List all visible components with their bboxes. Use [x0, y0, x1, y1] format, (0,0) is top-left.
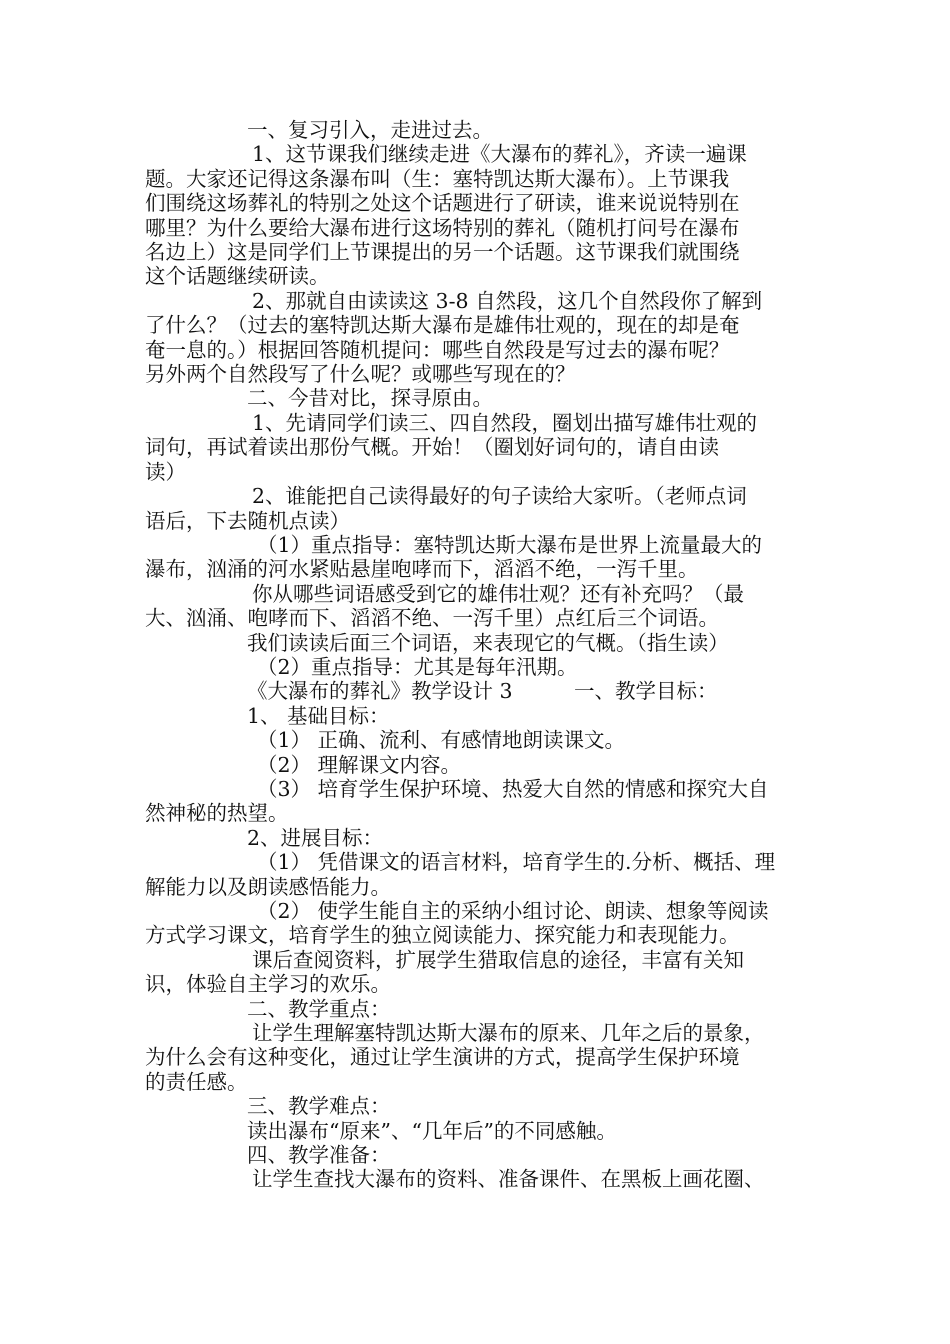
- text-line: （1） 正确、流利、有感情地朗读课文。: [257, 728, 626, 753]
- text-line: （1） 凭借课文的语言材料，培育学生的.分析、概括、理: [257, 850, 776, 875]
- text-line: 哪里？为什么要给大瀑布进行这场特别的葬礼（随机打问号在瀑布: [145, 215, 740, 240]
- text-line: 1、 基础目标：: [247, 703, 390, 728]
- text-line: 2、谁能把自己读得最好的句子读给大家听。（老师点词: [252, 484, 747, 509]
- text-line: （3） 培育学生保护环境、热爱大自然的情感和探究大自: [257, 776, 769, 801]
- text-line: 方式学习课文，培育学生的独立阅读能力、探究能力和表现能力。: [145, 923, 740, 948]
- document-body: [145, 118, 815, 1192]
- text-line: 奄一息的。）根据回答随机提问：哪些自然段是写过去的瀑布呢？: [145, 337, 730, 362]
- text-line: 你从哪些词语感受到它的雄伟壮观？还有补充吗？（最: [252, 581, 744, 606]
- text-line: 二、教学重点：: [247, 996, 391, 1021]
- text-line: 1、这节课我们继续走进《大瀑布的葬礼》，齐读一遍课: [252, 142, 747, 167]
- text-line: 识，体验自主学习的欢乐。: [145, 972, 391, 997]
- text-line: 词句，再试着读出那份气概。开始！（圈划好词句的，请自由读: [145, 435, 719, 460]
- text-line: 三、教学难点：: [247, 1094, 391, 1119]
- text-line: （2） 理解课文内容。: [257, 752, 462, 777]
- text-line: 为什么会有这种变化，通过让学生演讲的方式，提高学生保护环境: [145, 1045, 740, 1070]
- text-line: （1）重点指导：塞特凯达斯大瀑布是世界上流量最大的: [257, 532, 763, 557]
- text-line: 二、今昔对比，探寻原由。: [247, 386, 493, 411]
- text-line: 课后查阅资料，扩展学生猎取信息的途径，丰富有关知: [252, 947, 744, 972]
- text-line: 读）: [145, 459, 186, 484]
- text-line: 大、汹涌、咆哮而下、滔滔不绝、一泻千里）点红后三个词语。: [145, 606, 719, 631]
- text-line: 然神秘的热望。: [145, 801, 289, 826]
- text-line: 读出瀑布“原来”、“几年后”的不同感触。: [247, 1118, 617, 1143]
- text-line: 名边上）这是同学们上节课提出的另一个话题。这节课我们就围绕: [145, 240, 740, 265]
- text-line: 四、教学准备：: [247, 1143, 391, 1168]
- text-line: 了什么？（过去的塞特凯达斯大瀑布是雄伟壮观的，现在的却是奄: [145, 313, 740, 338]
- text-line: 让学生查找大瀑布的资料、准备课件、在黑板上画花圈、: [252, 1167, 765, 1192]
- text-line: 让学生理解塞特凯达斯大瀑布的原来、几年之后的景象，: [252, 1021, 765, 1046]
- text-line: 一、复习引入，走进过去。: [247, 118, 493, 142]
- text-line: 题。大家还记得这条瀑布叫（生：塞特凯达斯大瀑布）。上节课我: [145, 166, 730, 191]
- text-line: 解能力以及朗读感悟能力。: [145, 874, 391, 899]
- text-line: 语后，下去随机点读）: [145, 508, 350, 533]
- text-line: 瀑布，汹涌的河水紧贴悬崖咆哮而下，滔滔不绝，一泻千里。: [145, 557, 699, 582]
- text-line: 这个话题继续研读。: [145, 264, 330, 289]
- text-line: 们围绕这场葬礼的特别之处这个话题进行了研读，谁来说说特别在: [145, 191, 740, 216]
- text-line: 的责任感。: [145, 1069, 248, 1094]
- text-line: 另外两个自然段写了什么呢？或哪些写现在的？: [145, 362, 576, 387]
- text-line: （2）重点指导：尤其是每年汛期。: [257, 654, 578, 679]
- text-line: 《大瀑布的葬礼》教学设计 3 一、教学目标：: [247, 679, 718, 704]
- text-line: 1、先请同学们读三、四自然段，圈划出描写雄伟壮观的: [252, 410, 758, 435]
- text-line: 我们读读后面三个词语，来表现它的气概。（指生读）: [247, 630, 729, 655]
- text-line: 2、那就自由读读这 3-8 自然段，这几个自然段你了解到: [252, 288, 763, 313]
- text-line: 2、进展目标：: [247, 825, 384, 850]
- text-line: （2） 使学生能自主的采纳小组讨论、朗读、想象等阅读: [257, 899, 769, 923]
